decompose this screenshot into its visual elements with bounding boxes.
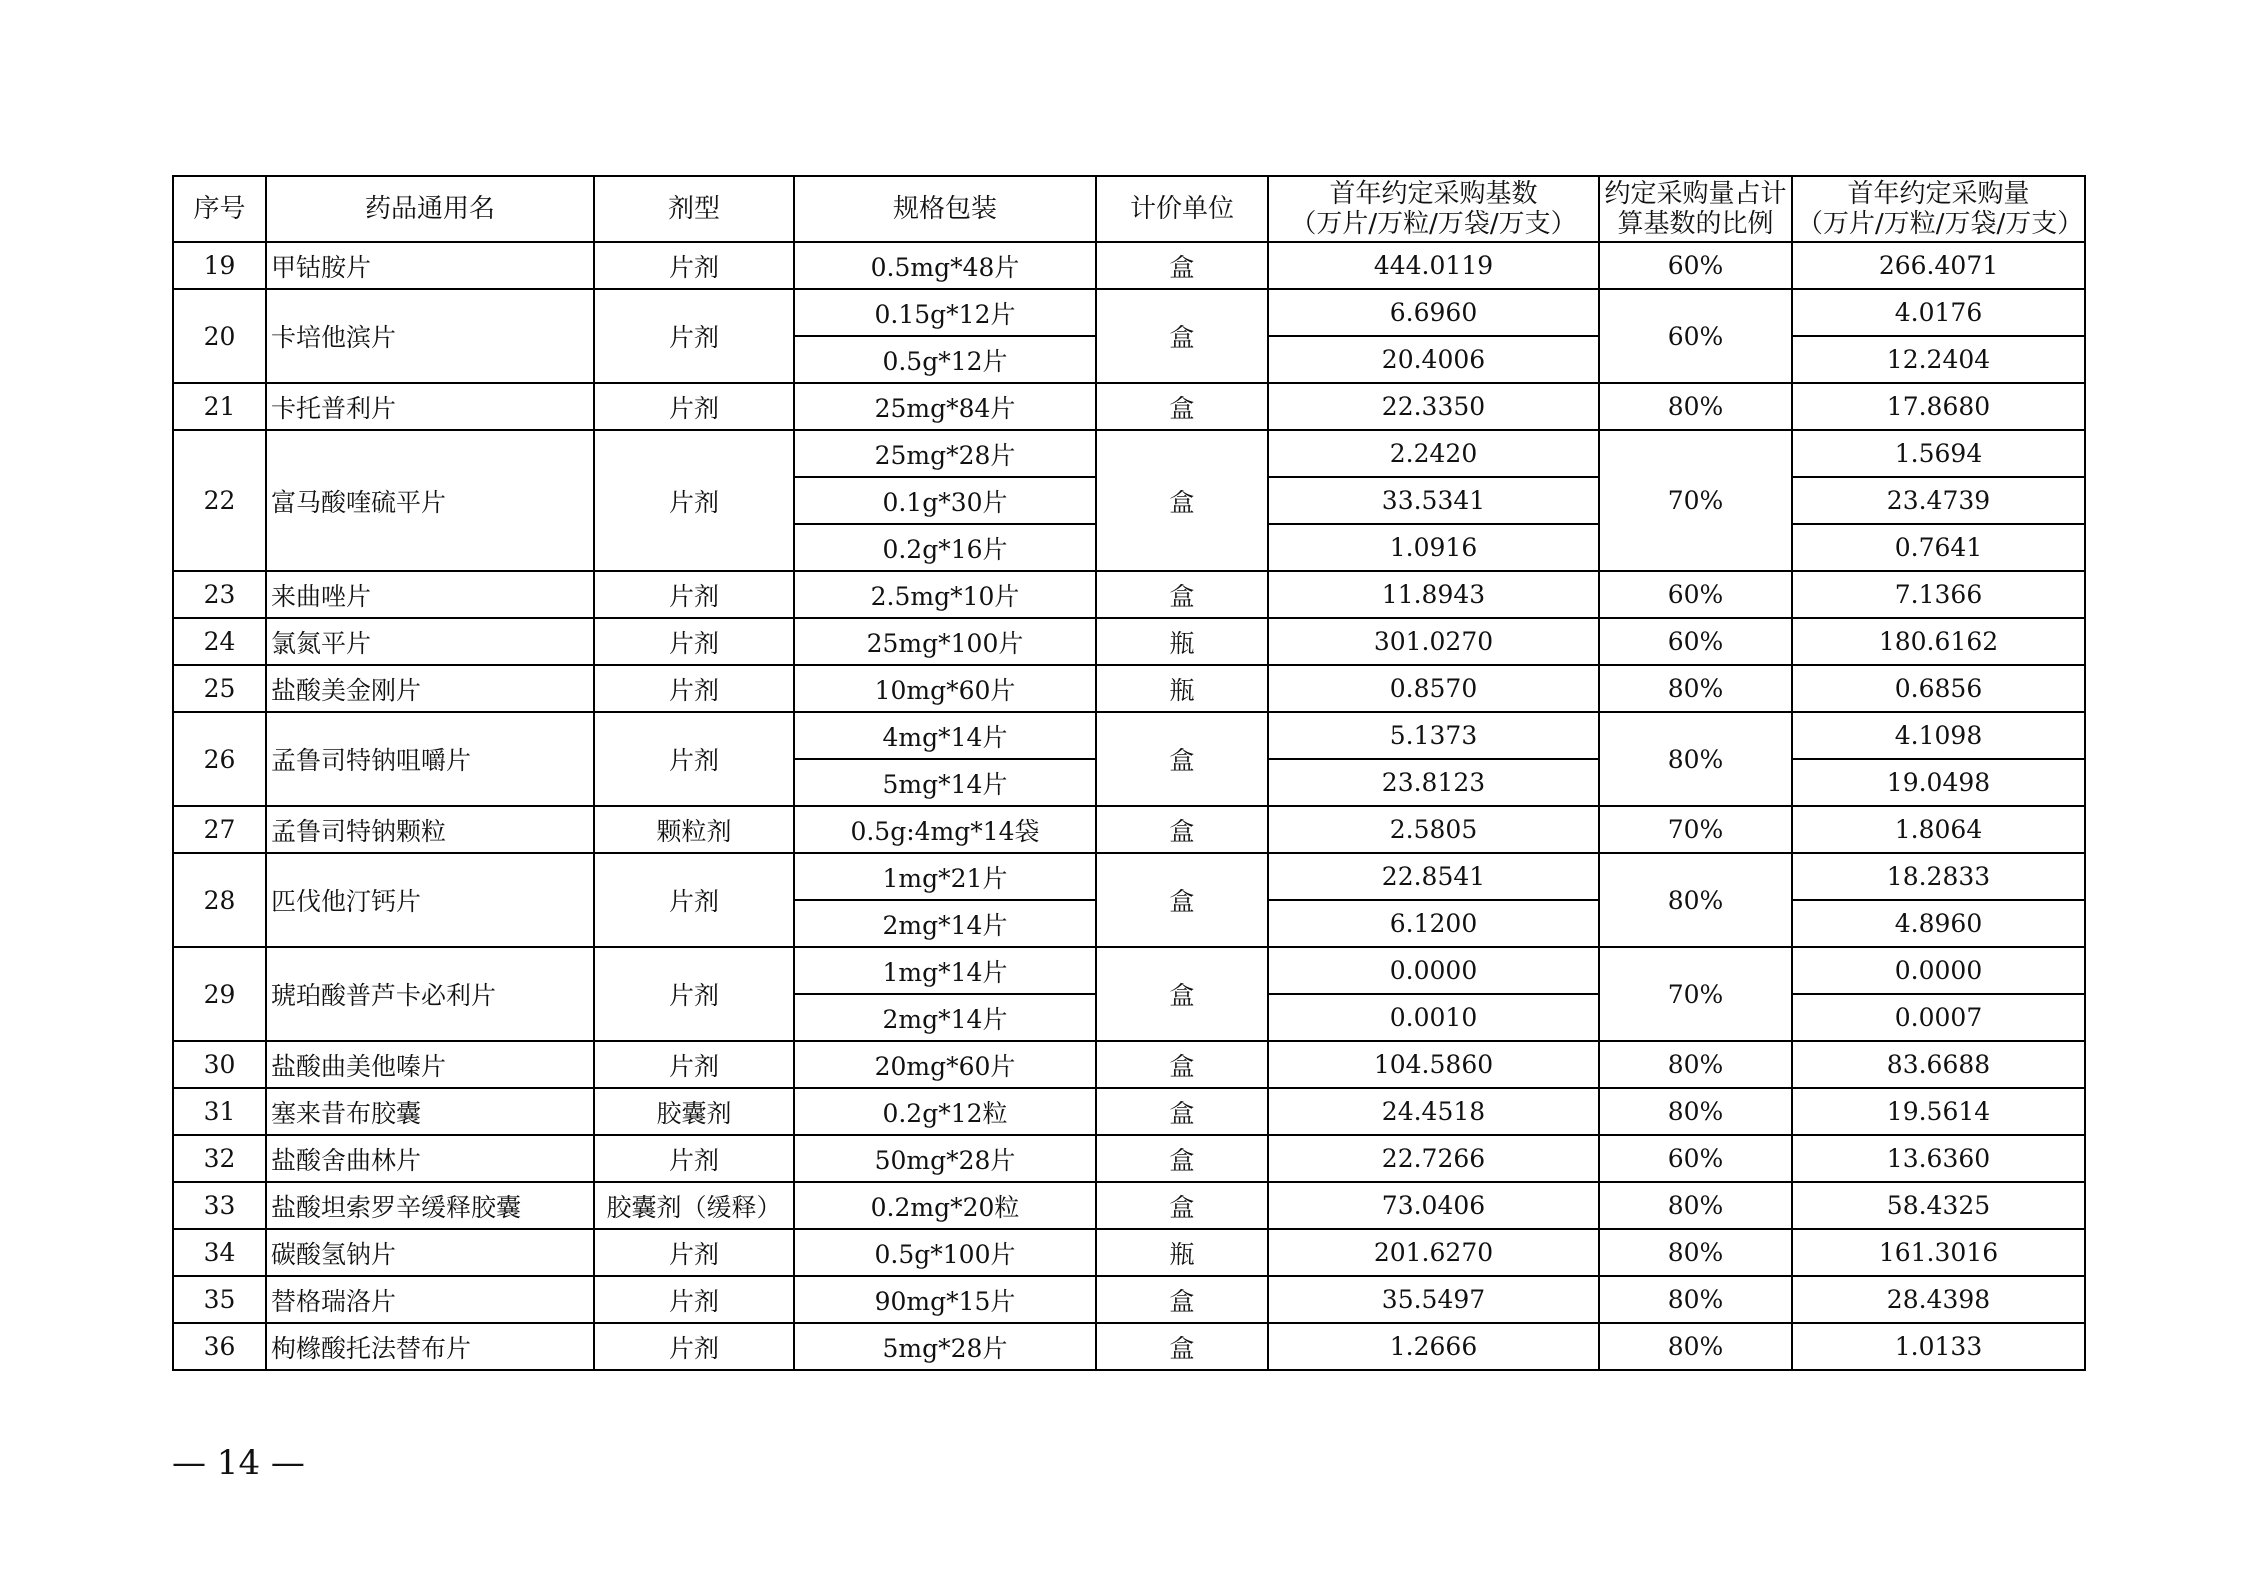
cell-drug-name: 甲钴胺片 — [266, 242, 594, 289]
table-row — [173, 289, 2085, 336]
cell-unit: 盒 — [1096, 430, 1268, 571]
cell-qty: 1.0133 — [1792, 1323, 2085, 1370]
cell-ratio: 60% — [1599, 1135, 1792, 1182]
cell-spec: 5mg*28片 — [794, 1323, 1096, 1370]
page-number: — 14 — — [172, 1443, 305, 1483]
cell-base: 35.5497 — [1268, 1276, 1599, 1323]
cell-ratio: 60% — [1599, 571, 1792, 618]
header-col-base — [1268, 176, 1599, 242]
cell-drug-name: 替格瑞洛片 — [266, 1276, 594, 1323]
cell-no: 23 — [173, 571, 266, 618]
cell-qty: 180.6162 — [1792, 618, 2085, 665]
header-col-name — [266, 176, 594, 242]
cell-ratio: 60% — [1599, 242, 1792, 289]
cell-no: 27 — [173, 806, 266, 853]
cell-dosage-form: 片剂 — [594, 430, 794, 571]
cell-qty: 0.0007 — [1792, 994, 2085, 1041]
cell-unit: 盒 — [1096, 289, 1268, 383]
cell-ratio: 70% — [1599, 947, 1792, 1041]
cell-ratio: 80% — [1599, 1041, 1792, 1088]
cell-no: 29 — [173, 947, 266, 1041]
cell-dosage-form: 片剂 — [594, 1135, 794, 1182]
cell-base: 6.6960 — [1268, 289, 1599, 336]
cell-no: 19 — [173, 242, 266, 289]
cell-qty: 13.6360 — [1792, 1135, 2085, 1182]
cell-dosage-form: 片剂 — [594, 1229, 794, 1276]
cell-ratio: 80% — [1599, 1229, 1792, 1276]
cell-qty: 1.8064 — [1792, 806, 2085, 853]
cell-qty: 12.2404 — [1792, 336, 2085, 383]
cell-spec: 2.5mg*10片 — [794, 571, 1096, 618]
cell-dosage-form: 片剂 — [594, 1323, 794, 1370]
cell-no: 24 — [173, 618, 266, 665]
cell-dosage-form: 片剂 — [594, 712, 794, 806]
header-line: 剂型 — [667, 194, 720, 224]
header-line: 算基数的比例 — [1617, 209, 1774, 239]
cell-qty: 4.8960 — [1792, 900, 2085, 947]
cell-spec: 25mg*84片 — [794, 383, 1096, 430]
cell-drug-name: 盐酸美金刚片 — [266, 665, 594, 712]
cell-dosage-form: 胶囊剂（缓释） — [594, 1182, 794, 1229]
cell-qty: 7.1366 — [1792, 571, 2085, 618]
cell-qty: 4.1098 — [1792, 712, 2085, 759]
cell-dosage-form: 片剂 — [594, 571, 794, 618]
cell-unit: 盒 — [1096, 1041, 1268, 1088]
cell-base: 301.0270 — [1268, 618, 1599, 665]
cell-no: 34 — [173, 1229, 266, 1276]
table-row — [173, 242, 2085, 289]
cell-ratio: 70% — [1599, 430, 1792, 571]
cell-ratio: 80% — [1599, 853, 1792, 947]
cell-spec: 1mg*14片 — [794, 947, 1096, 994]
cell-base: 2.5805 — [1268, 806, 1599, 853]
table-row — [173, 806, 2085, 853]
header-line: 序号 — [193, 194, 246, 224]
cell-base: 0.0000 — [1268, 947, 1599, 994]
cell-spec: 4mg*14片 — [794, 712, 1096, 759]
cell-no: 33 — [173, 1182, 266, 1229]
cell-qty: 58.4325 — [1792, 1182, 2085, 1229]
cell-unit: 盒 — [1096, 1276, 1268, 1323]
cell-ratio: 80% — [1599, 1323, 1792, 1370]
cell-qty: 0.6856 — [1792, 665, 2085, 712]
table-body — [173, 242, 2085, 1370]
header-col-qty — [1792, 176, 2085, 242]
cell-unit: 盒 — [1096, 1323, 1268, 1370]
cell-spec: 0.15g*12片 — [794, 289, 1096, 336]
cell-dosage-form: 片剂 — [594, 947, 794, 1041]
cell-drug-name: 卡托普利片 — [266, 383, 594, 430]
cell-dosage-form: 胶囊剂 — [594, 1088, 794, 1135]
cell-drug-name: 来曲唑片 — [266, 571, 594, 618]
cell-spec: 1mg*21片 — [794, 853, 1096, 900]
cell-spec: 2mg*14片 — [794, 994, 1096, 1041]
cell-spec: 0.5mg*48片 — [794, 242, 1096, 289]
cell-base: 201.6270 — [1268, 1229, 1599, 1276]
cell-qty: 17.8680 — [1792, 383, 2085, 430]
header-col-no — [173, 176, 266, 242]
cell-drug-name: 孟鲁司特钠颗粒 — [266, 806, 594, 853]
cell-base: 1.0916 — [1268, 524, 1599, 571]
header-row — [173, 176, 2085, 242]
cell-base: 11.8943 — [1268, 571, 1599, 618]
table-row — [173, 1088, 2085, 1135]
cell-qty: 83.6688 — [1792, 1041, 2085, 1088]
header-line: 药品通用名 — [364, 194, 495, 224]
table-row — [173, 1276, 2085, 1323]
cell-unit: 瓶 — [1096, 618, 1268, 665]
cell-spec: 25mg*28片 — [794, 430, 1096, 477]
table-row — [173, 571, 2085, 618]
cell-base: 23.8123 — [1268, 759, 1599, 806]
header-line: 首年约定采购量 — [1847, 179, 2030, 209]
cell-spec: 90mg*15片 — [794, 1276, 1096, 1323]
cell-unit: 盒 — [1096, 242, 1268, 289]
cell-dosage-form: 片剂 — [594, 665, 794, 712]
cell-unit: 盒 — [1096, 571, 1268, 618]
cell-unit: 盒 — [1096, 1135, 1268, 1182]
cell-no: 26 — [173, 712, 266, 806]
header-line: 规格包装 — [892, 194, 997, 224]
cell-dosage-form: 片剂 — [594, 1276, 794, 1323]
cell-dosage-form: 片剂 — [594, 289, 794, 383]
cell-ratio: 60% — [1599, 618, 1792, 665]
header-line: （万片/万粒/万袋/万支） — [1290, 209, 1577, 239]
cell-unit: 盒 — [1096, 712, 1268, 806]
cell-drug-name: 塞来昔布胶囊 — [266, 1088, 594, 1135]
cell-drug-name: 盐酸坦索罗辛缓释胶囊 — [266, 1182, 594, 1229]
cell-dosage-form: 颗粒剂 — [594, 806, 794, 853]
cell-unit: 盒 — [1096, 853, 1268, 947]
cell-drug-name: 匹伐他汀钙片 — [266, 853, 594, 947]
cell-drug-name: 琥珀酸普芦卡必利片 — [266, 947, 594, 1041]
cell-base: 20.4006 — [1268, 336, 1599, 383]
cell-ratio: 70% — [1599, 806, 1792, 853]
cell-base: 1.2666 — [1268, 1323, 1599, 1370]
cell-base: 5.1373 — [1268, 712, 1599, 759]
cell-qty: 1.5694 — [1792, 430, 2085, 477]
cell-spec: 20mg*60片 — [794, 1041, 1096, 1088]
cell-spec: 0.2mg*20粒 — [794, 1182, 1096, 1229]
cell-spec: 0.1g*30片 — [794, 477, 1096, 524]
cell-base: 22.3350 — [1268, 383, 1599, 430]
header-line: 首年约定采购基数 — [1329, 179, 1538, 209]
cell-ratio: 80% — [1599, 712, 1792, 806]
cell-dosage-form: 片剂 — [594, 853, 794, 947]
cell-ratio: 80% — [1599, 1276, 1792, 1323]
cell-qty: 161.3016 — [1792, 1229, 2085, 1276]
cell-base: 24.4518 — [1268, 1088, 1599, 1135]
cell-unit: 瓶 — [1096, 1229, 1268, 1276]
procurement-table — [172, 175, 2086, 1371]
cell-base: 0.8570 — [1268, 665, 1599, 712]
cell-ratio: 80% — [1599, 1182, 1792, 1229]
cell-drug-name: 孟鲁司特钠咀嚼片 — [266, 712, 594, 806]
cell-qty: 18.2833 — [1792, 853, 2085, 900]
header-col-ratio — [1599, 176, 1792, 242]
cell-ratio: 80% — [1599, 665, 1792, 712]
cell-unit: 瓶 — [1096, 665, 1268, 712]
cell-spec: 0.5g*100片 — [794, 1229, 1096, 1276]
header-col-spec — [794, 176, 1096, 242]
header-line: 计价单位 — [1129, 194, 1234, 224]
table-row — [173, 947, 2085, 994]
cell-base: 0.0010 — [1268, 994, 1599, 1041]
cell-no: 31 — [173, 1088, 266, 1135]
cell-unit: 盒 — [1096, 383, 1268, 430]
cell-drug-name: 碳酸氢钠片 — [266, 1229, 594, 1276]
cell-no: 28 — [173, 853, 266, 947]
cell-drug-name: 枸橼酸托法替布片 — [266, 1323, 594, 1370]
table-row — [173, 1182, 2085, 1229]
cell-no: 30 — [173, 1041, 266, 1088]
cell-qty: 4.0176 — [1792, 289, 2085, 336]
cell-qty: 28.4398 — [1792, 1276, 2085, 1323]
cell-spec: 2mg*14片 — [794, 900, 1096, 947]
cell-qty: 19.0498 — [1792, 759, 2085, 806]
cell-spec: 0.5g*12片 — [794, 336, 1096, 383]
cell-spec: 0.5g:4mg*14袋 — [794, 806, 1096, 853]
cell-drug-name: 盐酸舍曲林片 — [266, 1135, 594, 1182]
cell-drug-name: 氯氮平片 — [266, 618, 594, 665]
cell-base: 22.7266 — [1268, 1135, 1599, 1182]
table-row — [173, 712, 2085, 759]
cell-base: 22.8541 — [1268, 853, 1599, 900]
cell-spec: 5mg*14片 — [794, 759, 1096, 806]
cell-no: 21 — [173, 383, 266, 430]
cell-dosage-form: 片剂 — [594, 383, 794, 430]
cell-dosage-form: 片剂 — [594, 1041, 794, 1088]
cell-no: 35 — [173, 1276, 266, 1323]
cell-base: 444.0119 — [1268, 242, 1599, 289]
cell-base: 104.5860 — [1268, 1041, 1599, 1088]
cell-unit: 盒 — [1096, 1088, 1268, 1135]
cell-base: 33.5341 — [1268, 477, 1599, 524]
cell-ratio: 60% — [1599, 289, 1792, 383]
cell-no: 36 — [173, 1323, 266, 1370]
cell-no: 32 — [173, 1135, 266, 1182]
header-line: （万片/万粒/万袋/万支） — [1797, 209, 2084, 239]
cell-ratio: 80% — [1599, 1088, 1792, 1135]
header-col-form — [594, 176, 794, 242]
cell-unit: 盒 — [1096, 806, 1268, 853]
cell-dosage-form: 片剂 — [594, 618, 794, 665]
cell-qty: 266.4071 — [1792, 242, 2085, 289]
table-row — [173, 1323, 2085, 1370]
cell-qty: 19.5614 — [1792, 1088, 2085, 1135]
cell-drug-name: 盐酸曲美他嗪片 — [266, 1041, 594, 1088]
table-row — [173, 383, 2085, 430]
cell-drug-name: 卡培他滨片 — [266, 289, 594, 383]
table-header — [173, 176, 2085, 242]
cell-base: 6.1200 — [1268, 900, 1599, 947]
table-row — [173, 1135, 2085, 1182]
table-row — [173, 1041, 2085, 1088]
cell-spec: 10mg*60片 — [794, 665, 1096, 712]
cell-no: 20 — [173, 289, 266, 383]
cell-base: 2.2420 — [1268, 430, 1599, 477]
cell-drug-name: 富马酸喹硫平片 — [266, 430, 594, 571]
cell-spec: 0.2g*16片 — [794, 524, 1096, 571]
cell-spec: 50mg*28片 — [794, 1135, 1096, 1182]
table-row — [173, 618, 2085, 665]
cell-spec: 0.2g*12粒 — [794, 1088, 1096, 1135]
cell-no: 25 — [173, 665, 266, 712]
cell-dosage-form: 片剂 — [594, 242, 794, 289]
cell-unit: 盒 — [1096, 1182, 1268, 1229]
header-col-unit — [1096, 176, 1268, 242]
cell-ratio: 80% — [1599, 383, 1792, 430]
cell-unit: 盒 — [1096, 947, 1268, 1041]
table-row — [173, 1229, 2085, 1276]
header-line: 约定采购量占计 — [1604, 179, 1787, 209]
cell-qty: 23.4739 — [1792, 477, 2085, 524]
cell-qty: 0.0000 — [1792, 947, 2085, 994]
cell-no: 22 — [173, 430, 266, 571]
cell-qty: 0.7641 — [1792, 524, 2085, 571]
table-row — [173, 853, 2085, 900]
cell-base: 73.0406 — [1268, 1182, 1599, 1229]
cell-spec: 25mg*100片 — [794, 618, 1096, 665]
table-row — [173, 665, 2085, 712]
table-row — [173, 430, 2085, 477]
